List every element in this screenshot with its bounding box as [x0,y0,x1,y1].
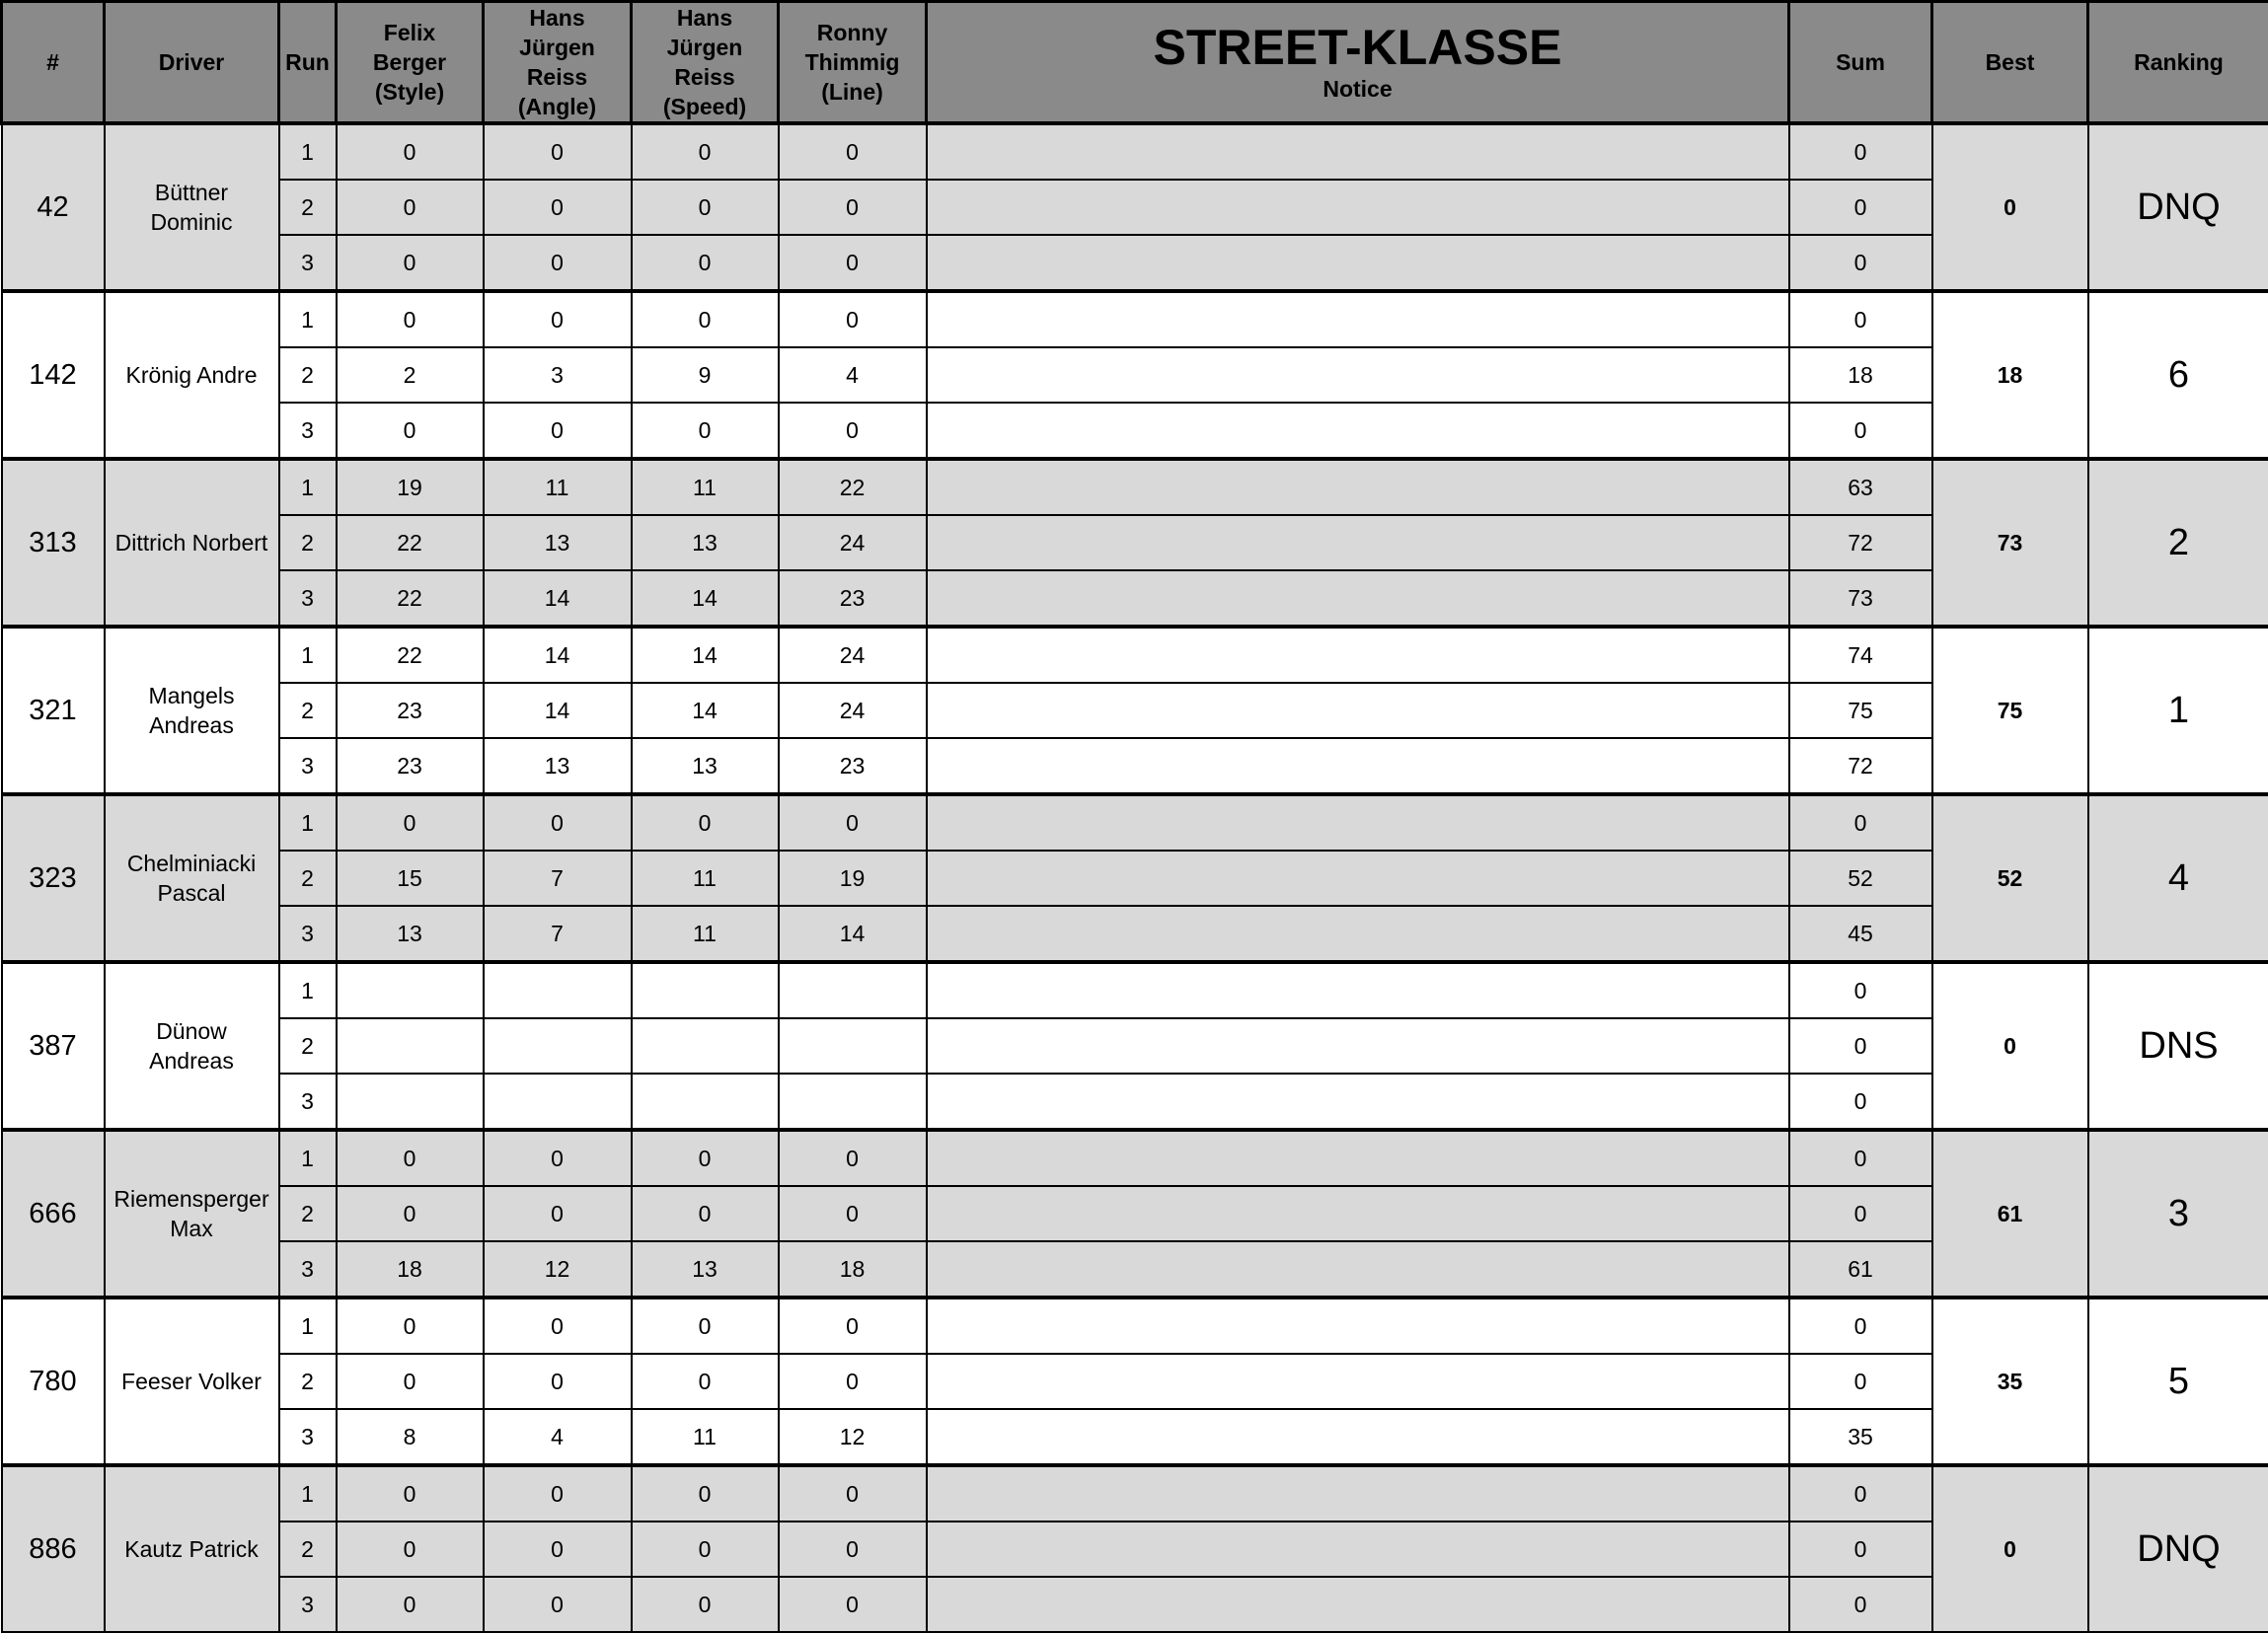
driver-name-line: Krönig Andre [106,360,278,390]
header-sum: Sum [1789,2,1932,124]
header-title-notice [927,2,1789,124]
score-speed: 0 [632,291,779,347]
score-speed: 0 [632,1298,779,1354]
score-line: 0 [779,235,927,291]
run-number: 1 [279,1298,337,1354]
score-style: 13 [337,906,484,962]
score-line: 0 [779,1354,927,1409]
notice-cell [927,570,1789,627]
run-sum: 74 [1789,627,1932,683]
run-number: 3 [279,1241,337,1298]
run-number: 2 [279,683,337,738]
score-line: 0 [779,1130,927,1186]
score-line [779,962,927,1018]
table-row [2,1130,2268,1186]
driver-number: 323 [2,794,105,962]
run-number: 1 [279,794,337,851]
score-angle: 0 [484,180,632,235]
score-style: 0 [337,1186,484,1241]
run-sum: 0 [1789,1186,1932,1241]
driver-name [105,291,279,459]
run-sum: 0 [1789,291,1932,347]
run-number: 2 [279,1018,337,1074]
table-row [2,906,2268,962]
ranking: 2 [2088,459,2268,627]
score-style: 0 [337,1298,484,1354]
table-row [2,1186,2268,1241]
score-angle: 0 [484,123,632,180]
score-style: 0 [337,1354,484,1409]
table-row [2,1298,2268,1354]
score-style: 0 [337,403,484,459]
table-row [2,291,2268,347]
score-angle: 0 [484,1186,632,1241]
notice-cell [927,1074,1789,1130]
notice-cell [927,180,1789,235]
run-sum: 0 [1789,794,1932,851]
driver-name-line: Feeser Volker [106,1367,278,1396]
driver-name-line: Andreas [106,1046,278,1076]
run-sum: 52 [1789,851,1932,906]
score-line: 0 [779,291,927,347]
notice-cell [927,851,1789,906]
score-speed: 0 [632,123,779,180]
run-sum: 75 [1789,683,1932,738]
header-judge-line: Ronny Thimmig (Line) [779,2,927,124]
score-speed: 0 [632,1130,779,1186]
score-angle [484,1018,632,1074]
header-judge-angle: Hans Jürgen Reiss (Angle) [484,2,632,124]
score-speed: 11 [632,459,779,515]
score-line: 14 [779,906,927,962]
table-row [2,570,2268,627]
driver-name-line: Max [106,1214,278,1243]
driver-name-line: Chelminiacki [106,849,278,878]
run-number: 1 [279,962,337,1018]
run-number: 3 [279,906,337,962]
run-number: 2 [279,515,337,570]
driver-name [105,459,279,627]
score-speed: 0 [632,235,779,291]
notice-cell [927,459,1789,515]
score-line: 0 [779,403,927,459]
score-line: 22 [779,459,927,515]
results-body [2,123,2268,1632]
notice-cell [927,515,1789,570]
best-score: 0 [1932,123,2088,291]
score-speed: 0 [632,403,779,459]
score-speed [632,962,779,1018]
score-style: 0 [337,235,484,291]
score-speed: 9 [632,347,779,403]
score-speed: 0 [632,794,779,851]
notice-cell [927,1130,1789,1186]
score-style: 0 [337,291,484,347]
score-speed: 14 [632,570,779,627]
run-number: 1 [279,1130,337,1186]
driver-name [105,962,279,1130]
score-style [337,1074,484,1130]
notice-cell [927,403,1789,459]
driver-number: 886 [2,1465,105,1632]
score-style: 2 [337,347,484,403]
run-number: 3 [279,235,337,291]
score-style: 23 [337,738,484,794]
run-sum: 0 [1789,235,1932,291]
driver-number: 313 [2,459,105,627]
score-line: 23 [779,570,927,627]
notice-cell [927,1018,1789,1074]
notice-cell [927,1465,1789,1522]
score-speed: 0 [632,180,779,235]
notice-cell [927,1577,1789,1632]
run-number: 3 [279,403,337,459]
run-sum: 73 [1789,570,1932,627]
run-sum: 0 [1789,1577,1932,1632]
score-angle: 0 [484,1130,632,1186]
score-angle: 4 [484,1409,632,1465]
score-line: 24 [779,683,927,738]
driver-name-line: Dünow [106,1016,278,1046]
table-row [2,1018,2268,1074]
best-score: 61 [1932,1130,2088,1298]
run-number: 2 [279,180,337,235]
ranking: 4 [2088,794,2268,962]
run-number: 2 [279,1522,337,1577]
score-style: 22 [337,515,484,570]
notice-cell [927,1298,1789,1354]
table-row [2,851,2268,906]
driver-name-line: Riemensperger [106,1184,278,1214]
header-notice: Notice [928,74,1787,104]
score-angle: 0 [484,235,632,291]
run-number: 1 [279,459,337,515]
score-speed: 13 [632,515,779,570]
table-row [2,1241,2268,1298]
driver-number: 780 [2,1298,105,1465]
run-number: 1 [279,627,337,683]
run-number: 2 [279,851,337,906]
ranking: DNQ [2088,1465,2268,1632]
score-speed: 0 [632,1465,779,1522]
notice-cell [927,347,1789,403]
notice-cell [927,738,1789,794]
table-row [2,1409,2268,1465]
driver-number: 42 [2,123,105,291]
score-angle: 7 [484,851,632,906]
run-sum: 0 [1789,1130,1932,1186]
score-style: 0 [337,794,484,851]
score-angle: 14 [484,683,632,738]
score-style: 23 [337,683,484,738]
driver-name [105,1465,279,1632]
score-angle: 0 [484,1465,632,1522]
score-line: 4 [779,347,927,403]
score-angle: 0 [484,1354,632,1409]
notice-cell [927,683,1789,738]
score-angle: 11 [484,459,632,515]
score-style: 0 [337,1522,484,1577]
notice-cell [927,794,1789,851]
header-judge-style: Felix Berger (Style) [337,2,484,124]
score-style [337,1018,484,1074]
score-line: 12 [779,1409,927,1465]
run-number: 2 [279,1186,337,1241]
run-number: 3 [279,1409,337,1465]
notice-cell [927,1354,1789,1409]
score-speed: 11 [632,906,779,962]
score-style: 0 [337,1465,484,1522]
notice-cell [927,1409,1789,1465]
score-speed: 13 [632,1241,779,1298]
score-angle: 7 [484,906,632,962]
score-speed: 0 [632,1577,779,1632]
header-driver: Driver [105,2,279,124]
notice-cell [927,1241,1789,1298]
table-row [2,347,2268,403]
run-sum: 0 [1789,1354,1932,1409]
driver-number: 142 [2,291,105,459]
score-angle: 13 [484,515,632,570]
score-style: 8 [337,1409,484,1465]
ranking: DNS [2088,962,2268,1130]
score-line: 0 [779,1298,927,1354]
table-row [2,403,2268,459]
best-score: 0 [1932,1465,2088,1632]
score-line: 24 [779,627,927,683]
score-speed [632,1074,779,1130]
table-row [2,738,2268,794]
run-sum: 0 [1789,180,1932,235]
notice-cell [927,235,1789,291]
run-sum: 45 [1789,906,1932,962]
driver-name-line: Mangels [106,681,278,710]
driver-name [105,123,279,291]
score-line: 0 [779,180,927,235]
run-sum: 0 [1789,403,1932,459]
notice-cell [927,1522,1789,1577]
driver-name-line: Kautz Patrick [106,1534,278,1564]
run-number: 1 [279,123,337,180]
score-angle: 0 [484,291,632,347]
driver-name-line: Dominic [106,207,278,237]
score-speed: 0 [632,1522,779,1577]
ranking: DNQ [2088,123,2268,291]
score-speed: 11 [632,851,779,906]
run-number: 3 [279,1074,337,1130]
run-sum: 0 [1789,962,1932,1018]
score-line: 0 [779,1465,927,1522]
run-sum: 72 [1789,738,1932,794]
score-angle [484,962,632,1018]
run-number: 3 [279,738,337,794]
score-line [779,1018,927,1074]
score-angle [484,1074,632,1130]
score-angle: 13 [484,738,632,794]
score-speed: 13 [632,738,779,794]
score-angle: 0 [484,1577,632,1632]
driver-number: 666 [2,1130,105,1298]
run-sum: 0 [1789,1298,1932,1354]
score-angle: 14 [484,570,632,627]
run-number: 3 [279,1577,337,1632]
table-row [2,515,2268,570]
run-number: 3 [279,570,337,627]
notice-cell [927,291,1789,347]
driver-name [105,627,279,794]
table-row [2,1074,2268,1130]
header-best: Best [1932,2,2088,124]
driver-number: 387 [2,962,105,1130]
table-row [2,459,2268,515]
score-style: 15 [337,851,484,906]
best-score: 52 [1932,794,2088,962]
table-row [2,235,2268,291]
score-style [337,962,484,1018]
table-row [2,180,2268,235]
score-line: 24 [779,515,927,570]
score-speed: 0 [632,1354,779,1409]
driver-name [105,1130,279,1298]
table-row [2,794,2268,851]
best-score: 35 [1932,1298,2088,1465]
notice-cell [927,962,1789,1018]
run-sum: 0 [1789,1465,1932,1522]
score-style: 19 [337,459,484,515]
score-angle: 12 [484,1241,632,1298]
driver-name-line: Pascal [106,878,278,908]
score-speed: 14 [632,683,779,738]
score-angle: 0 [484,794,632,851]
best-score: 18 [1932,291,2088,459]
table-row [2,1465,2268,1522]
score-angle: 0 [484,403,632,459]
ranking: 3 [2088,1130,2268,1298]
run-number: 1 [279,291,337,347]
score-line: 23 [779,738,927,794]
table-row [2,1522,2268,1577]
score-line: 0 [779,794,927,851]
notice-cell [927,123,1789,180]
run-sum: 0 [1789,1074,1932,1130]
table-row [2,683,2268,738]
run-sum: 61 [1789,1241,1932,1298]
page-title: STREET-KLASSE [928,21,1787,74]
score-angle: 14 [484,627,632,683]
notice-cell [927,906,1789,962]
driver-name [105,1298,279,1465]
score-line [779,1074,927,1130]
score-style: 0 [337,180,484,235]
score-angle: 3 [484,347,632,403]
run-number: 2 [279,347,337,403]
run-number: 1 [279,1465,337,1522]
score-speed: 14 [632,627,779,683]
score-line: 18 [779,1241,927,1298]
run-sum: 0 [1789,1522,1932,1577]
score-line: 0 [779,1577,927,1632]
header-run: Run [279,2,337,124]
best-score: 73 [1932,459,2088,627]
score-style: 18 [337,1241,484,1298]
run-sum: 18 [1789,347,1932,403]
header-ranking: Ranking [2088,2,2268,124]
run-sum: 72 [1789,515,1932,570]
table-row [2,1577,2268,1632]
header-number: # [2,2,105,124]
score-style: 22 [337,627,484,683]
score-angle: 0 [484,1522,632,1577]
score-style: 22 [337,570,484,627]
driver-name-line: Dittrich Norbert [106,528,278,557]
table-row [2,627,2268,683]
run-sum: 35 [1789,1409,1932,1465]
score-speed [632,1018,779,1074]
header-row [2,2,2268,124]
header-judge-speed: Hans Jürgen Reiss (Speed) [632,2,779,124]
score-style: 0 [337,1577,484,1632]
driver-name-line: Andreas [106,710,278,740]
ranking: 6 [2088,291,2268,459]
run-number: 2 [279,1354,337,1409]
score-line: 0 [779,1186,927,1241]
score-speed: 11 [632,1409,779,1465]
ranking: 5 [2088,1298,2268,1465]
score-speed: 0 [632,1186,779,1241]
table-row [2,1354,2268,1409]
run-sum: 0 [1789,123,1932,180]
score-angle: 0 [484,1298,632,1354]
score-style: 0 [337,1130,484,1186]
driver-number: 321 [2,627,105,794]
table-row [2,123,2268,180]
table-row [2,962,2268,1018]
score-line: 0 [779,1522,927,1577]
driver-name-line: Büttner [106,178,278,207]
run-sum: 0 [1789,1018,1932,1074]
score-line: 0 [779,123,927,180]
score-line: 19 [779,851,927,906]
notice-cell [927,1186,1789,1241]
run-sum: 63 [1789,459,1932,515]
notice-cell [927,627,1789,683]
best-score: 75 [1932,627,2088,794]
score-style: 0 [337,123,484,180]
driver-name [105,794,279,962]
best-score: 0 [1932,962,2088,1130]
ranking: 1 [2088,627,2268,794]
